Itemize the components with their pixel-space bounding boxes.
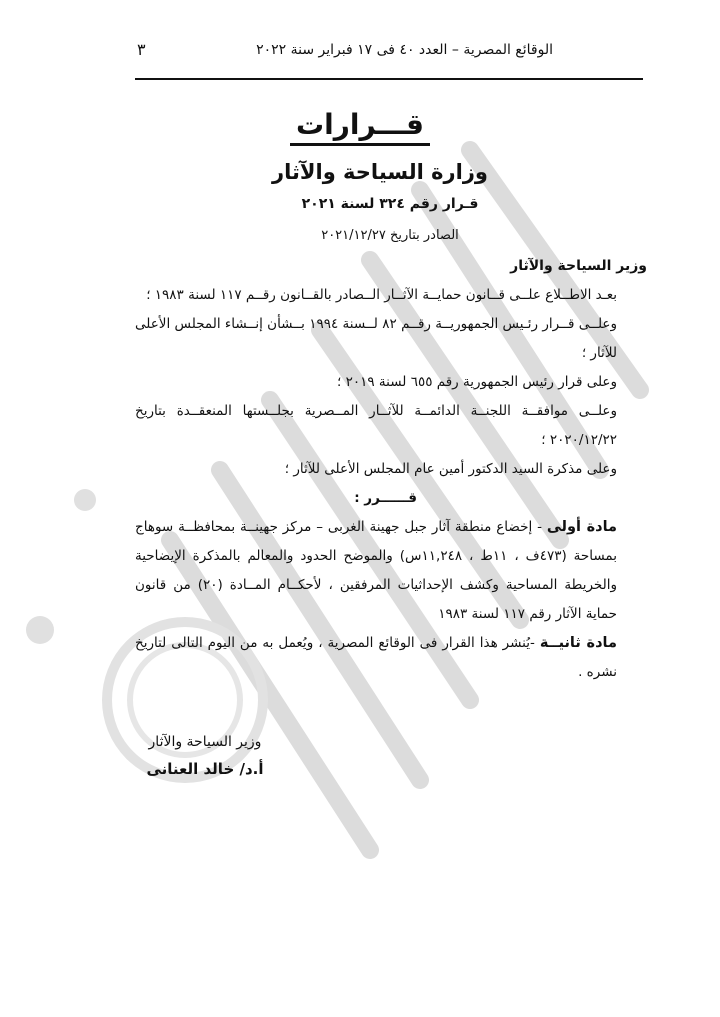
signature-name: أ.د/ خالد العنانى [146, 760, 264, 778]
signature-block [120, 734, 290, 778]
minister-heading: وزير السياحة والآثار [510, 258, 647, 274]
article-2-text: -يُنشر هذا القرار فى الوقائع المصرية ، ويُعمل به من اليوم التالى لتاريخ نشره . [135, 635, 617, 680]
recital-3: وعلى قرار رئيس الجمهورية رقم ٦٥٥ لسنة ٢٠١٩ ؛ [337, 374, 617, 390]
decree-number: قـرار رقم ٣٢٤ لسنة ٢٠٢١ [301, 196, 479, 212]
recital-1: بعـد الاطــلاع علــى قــانون حمايــة الآثــار الــصادر بالقــانون رقــم ١١٧ لسنة ١٩٨٣ ؛ [146, 287, 617, 303]
decree-body [135, 252, 647, 687]
article-1 [135, 513, 647, 629]
decided-heading: قــــــرر : [354, 490, 417, 506]
recital-5: وعلى مذكرة السيد الدكتور أمين عام المجلس الأعلى للآثار ؛ [284, 461, 617, 477]
decree-date: الصادر بتاريخ ٢٠٢١/١٢/٢٧ [321, 228, 459, 243]
article-1-text: - إخضاع منطقة آثار جبل جهينة الغربى – مركز جهينــة بمحافظــة سوهاج بمساحة (٤٧٣ف ، ١١ط ، ١١,٢٤٨س) والموضح الحدود والمعالم بالمذكرة الإيضاحية والخريطة المساحية وكشف الإحداثيات المرفقين ، لأحكــام المــادة (٢٠) من قانون حماية الآثار رقم ١١٧ لسنة ١٩٨٣ [135, 519, 617, 622]
article-2 [135, 629, 647, 687]
recital-4: وعلــى موافقــة اللجنــة الدائمــة للآثــار المــصرية بجلــستها المنعقــدة بتاريخ ٢٠٢٠/١٢/٢٢ ؛ [135, 403, 617, 448]
page-number: ٣ [137, 40, 146, 59]
recital-2: وعلــى قــرار رئـيس الجمهوريــة رقــم ٨٢ لــسنة ١٩٩٤ بــشأن إنــشاء المجلس الأعلى للآثار ؛ [135, 316, 617, 361]
ministry-name: وزارة السياحة والآثار [272, 160, 488, 184]
page-header [135, 38, 643, 68]
gazette-title: الوقائع المصرية – العدد ٤٠ فى ١٧ فبراير سنة ٢٠٢٢ [256, 42, 553, 58]
header-divider [135, 78, 643, 80]
signature-title: وزير السياحة والآثار [148, 734, 262, 750]
article-2-label: مادة ثانيــة [539, 635, 617, 651]
section-title: قـــرارات [0, 108, 720, 146]
article-1-label: مادة أولى [546, 519, 617, 535]
